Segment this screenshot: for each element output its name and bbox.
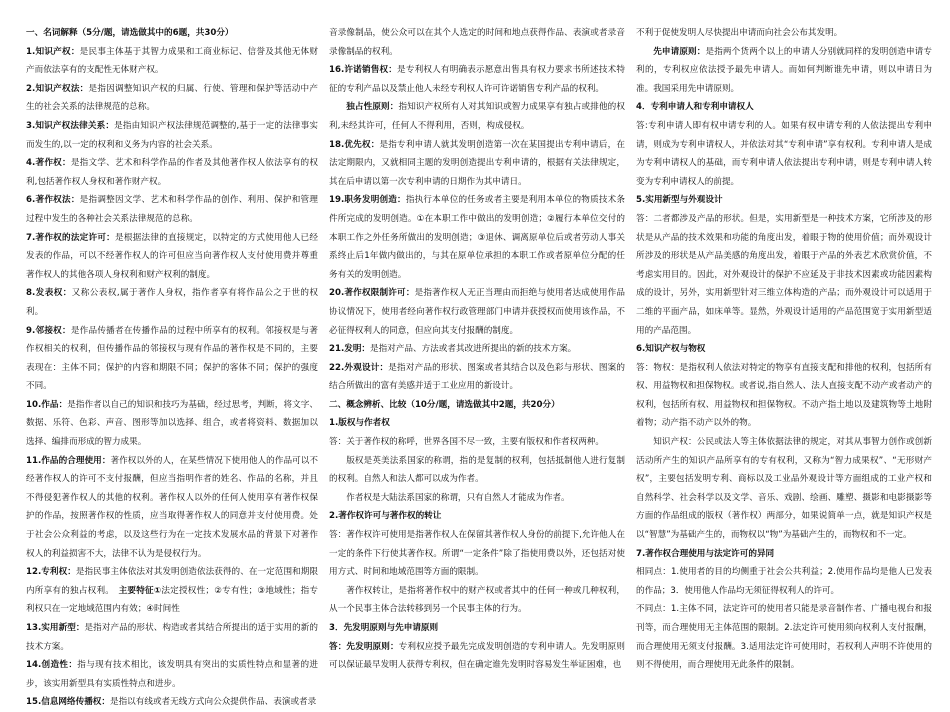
term-label: 9.邻接权：	[26, 325, 71, 336]
paragraph	[329, 582, 625, 619]
paragraph-text: 答：二者都涉及产品的形状。但是，实用新型是一种技术方案，它所涉及的形状是从产品的技术效果和功能的角度出发，着眼于物的使用价值；而外观设计所涉及的形状是从产品美感的角度出发，着眼于产品的外表艺术欣赏价值，不考虑实用目的。因此，对外观设计的保护不应延及于非技术因素或功能因素构成的设计，另外，实用新型针对三维立体构造的产品；而外观设计可以适用于二维的平面产品，如床单等。显然，外观设计适用的产品范围宽于实用新型适用的产品范围。	[636, 213, 932, 336]
term-label: 18.优先权：	[329, 139, 380, 150]
term-label: 20.著作权限制许可：	[329, 288, 415, 299]
paragraph	[26, 229, 318, 285]
paragraph	[26, 191, 318, 228]
heading-text: 3．先发明原则与先申请原则	[329, 623, 439, 633]
paragraph-text: 是民事主体基于其智力成果和工商业标记、信誉及其他无体财产而依法享有的支配性无体财产权。	[26, 46, 318, 76]
paragraph-text: 指与现有技术相比，该发明具有突出的实质性特点和显著的进步，该实用新型具有实质性特点和进步。	[26, 660, 318, 689]
paragraph-text: 指执行本单位的任务或者主要是利用本单位的物质技术条件所完成的发明创造。①在本职工作中做出的发明创造；②履行本单位交付的本职工作之外任务所做出的发明创造；③退休、调离原单位后或者劳动人事关系终止后1年做内做出的，与其在原单位承担的本职工作或者原单位分配的任务有关的发明创造。	[329, 195, 625, 280]
paragraph	[329, 61, 625, 98]
paragraph	[329, 98, 625, 135]
paragraph-text: 指知识产权所有人对其知识或智力成果享有独占或排他的权利,未经其许可，任何人不得利用，否则，构成侵权。	[329, 102, 625, 131]
term-label: 8.发表权：	[26, 288, 72, 299]
term-label: 22.外观设计：	[329, 362, 389, 373]
paragraph	[329, 191, 625, 284]
paragraph-text: 答：著作权许可使用是指著作权人在保留其著作权人身份的前提下,允许他人在一定的条件下行使其著作权。所谓“一定条件”除了指使用费以外，还包括对使用方式、时间和地域范围等方面的限制。	[329, 530, 625, 578]
paragraph	[636, 210, 932, 340]
heading-text: 一、名词解释（5分/题，请选做其中的6题，共30分）	[26, 28, 234, 38]
paragraph	[329, 433, 625, 452]
paragraph	[26, 80, 318, 117]
paragraph-text: 知识产权：公民或法人等主体依据法律的规定，对其从事智力创作或创新活动所产生的知识产品所享有的专有权利，又称为“智力成果权”、“无形财产权”，主要包括发明专利、商标以及工业品外观设计等方面组成的工业产权和自然科学、社会科学以及文学、音乐、戏剧、绘画、雕塑、摄影和电影摄影等方面的作品组成的版权（著作权）两部分，如果说简单一点，就是知识产权是以“智慧”为基础产生的，而物权以“物”为基础产生的，而物权和不一定。	[636, 437, 932, 541]
paragraph	[26, 154, 318, 191]
column-left	[26, 24, 318, 708]
term-label: 独占性原则：	[346, 102, 399, 113]
section-heading	[26, 24, 318, 43]
paragraph	[329, 284, 625, 340]
paragraph	[329, 359, 625, 396]
heading-text: 7.著作权合理使用与法定许可的异同	[636, 548, 775, 559]
paragraph	[329, 489, 625, 508]
heading-text: 5.实用新型与外观设计	[636, 195, 723, 206]
heading-text: 1.版权与作者权	[329, 418, 390, 429]
paragraph-text: 是指两个货两个以上的申请人分别就同样的发明创造申请专利的，专利权应依法授予最先申请人。而如何判断谁先申请，则以申请日为准。我国采用先申请原则。	[636, 46, 932, 94]
paragraph	[636, 24, 932, 43]
paragraph	[26, 117, 318, 154]
paragraph-text: 专利权应授予最先完成发明创造的专利申请人。先发明原则可以保证最早发明人获得专利权，但在确定谁先发明时容易发生举证困难，也	[329, 641, 625, 671]
section-heading	[636, 340, 932, 359]
paragraph	[26, 322, 318, 396]
paragraph-text: 是指调整因文学、艺术和科学作品的创作、利用、保护和管理过程中发生的各种社会关系法律规范的总称。	[26, 195, 318, 224]
paragraph	[329, 136, 625, 192]
term-label: 6.著作权法：	[26, 195, 80, 206]
section-heading	[329, 619, 625, 638]
term-label: 11.作品的合理使用：	[26, 455, 111, 466]
term-label: 4.著作权：	[26, 158, 71, 169]
paragraph	[26, 656, 318, 693]
section-heading	[636, 191, 932, 210]
paragraph-text: 是专利权人有明确表示愿意出售具有权力要求书所述技术特征的专利产品以及禁止他人未经专利权人许可许诺销售专利产品的权利。	[329, 65, 625, 94]
paragraph	[26, 563, 318, 619]
section-heading	[636, 98, 932, 117]
paragraph-text: 是指文学、艺术和科学作品的作者及其他著作权人依法享有的权利,包括著作权人身权和著作财产权。	[26, 158, 318, 187]
term-label: 15.信息网络传播权：	[26, 697, 110, 708]
paragraph	[329, 526, 625, 582]
heading-text: 2.著作权许可与著作权的转让	[329, 511, 442, 522]
term-label: 16.许诺销售权：	[329, 65, 398, 76]
paragraph-text: 又称公表权,属于著作人身权，指作者享有将作品公之于世的权利。	[26, 288, 318, 317]
paragraph	[636, 600, 932, 674]
term-label: 13.实用新型：	[26, 623, 85, 633]
paragraph-text: 是指民事主体依法对其发明创造依法获得的、在一定范围和期限内所享有的独占权利。	[26, 567, 318, 596]
paragraph	[636, 359, 932, 433]
paragraph	[329, 24, 625, 61]
heading-text: 6.知识产权与物权	[636, 344, 706, 355]
paragraph-text: 是作品传播者在传播作品的过程中所享有的权利。邻接权是与著作权相关的权利，但传播作品的邻接权与现有作品的著作权是不同的，主要表现在：主体不同；保护的内容和期限不同；保护的客体不同；保护的强度不同。	[26, 325, 318, 392]
paragraph-text: 不同点：1.主体不同，法定许可的使用者只能是录音制作者、广播电视台和报刊等，而合理使用无主体范围的限制。2.法定许可使用须向权利人支付报酬，而合理使用无须支付报酬。3.适用法定许可使用时，若权利人声明不许使用的则不得使用，而合理使用无此条件的限制。	[636, 604, 932, 671]
paragraph	[636, 563, 932, 600]
paragraph-text: 是指对产品的形状、构造或者其结合所提出的适于实用的新的技术方案。	[26, 623, 318, 652]
paragraph	[329, 340, 625, 359]
paragraph-text: 版权是英美法系国家的称谓，指的是复制的权利，包括抵制他人进行复制的权利。自然人和法人都可以成为作者。	[329, 455, 625, 485]
term-label: 1.知识产权：	[26, 46, 80, 57]
paragraph	[26, 284, 318, 321]
paragraph-text: 法定授权性；②专有性；③地域性；指专利权只在一定地域范围内有效；④时间性	[26, 585, 318, 615]
paragraph-text: 音录像制品，使公众可以在其个人选定的时间和地点获得作品、表演或者录音录像制品的权利。	[329, 28, 625, 57]
paragraph-text: 是指因调整知识产权的归属、行使、管理和保护等活动中产生的社会关系的法律规范的总称。	[26, 83, 318, 113]
paragraph-text: 是指著作权人无正当理由而拒绝与使用者达成使用作品协议情况下，使用者经向著作权行政管理部门申请并获授权而使用该作品，不必征得权利人的同意，但应向其支付报酬的制度。	[329, 288, 625, 336]
column-middle	[329, 24, 625, 670]
paragraph-text: 著作权以外的人，在某些情况下使用他人的作品可以不经著作权人的许可不支付报酬，但应当指明作者的姓名、作品的名称，并且不得侵犯著作权人的其他的权利。著作权人以外的任何人使用享有著作权保护的作品，按照著作权的性质，应当取得著作权人的同意并支付使用费。处于社会公众利益的考虑，以及这些行为在一定技术发展水品的背景下对著作权人的利益损害不大，法律不认为是侵权行为。	[26, 455, 318, 559]
term-label: 2.知识产权法：	[26, 83, 89, 94]
heading-text: 4．专利申请人和专利申请权人	[636, 102, 754, 113]
term-label: 19.职务发明创造：	[329, 195, 406, 206]
paragraph-text: 答:专利申请人即有权申请专利的人。如果有权申请专利的人依法提出专利申请，则成为专利申请权人，并依法对其“专利申请”享有权利。专利申请人是成为专利申请权人的基础，而专利申请人依法提出专利申请，则是专利申请人转变为专利申请权人的前提。	[636, 120, 932, 187]
paragraph-text: 是指作者以自己的知识和技巧为基础，经过思考，判断，将文字、数据、乐符、色彩、声音、图形等加以选择、组合，或者将资料、数据加以选择、编排而形成的智力成果。	[26, 399, 318, 448]
term-label: 21.发明：	[329, 344, 371, 355]
paragraph-text: 是根据法律的直接规定，以特定的方式使用他人已经发表的作品，可以不经著作权人的许可但应当向著作权人支付使用费并尊重著作权人的其他各项人身权利和财产权利的制度。	[26, 232, 318, 280]
paragraph-text: 著作权转让，是指将著作权中的财产权或者其中的任何一种或几种权利，从一个民事主体合法转移到另一个民事主体的行为。	[329, 585, 625, 615]
section-heading	[329, 396, 625, 415]
paragraph-text: 相同点：1.使用者的目的均侧重于社会公共利益；2.使用作品均是他人已发表的作品；3．使用他人作品均无须征得权利人的许可。	[636, 567, 932, 596]
term-label: 3.知识产权法律关系：	[26, 120, 115, 131]
column-right	[636, 24, 932, 670]
paragraph	[636, 433, 932, 545]
paragraph-text: 是指由知识产权法律规范调整的,基于一定的法律事实而发生的,以一定的权利和义务为内容的社会关系。	[26, 120, 318, 150]
term-label: 12.专利权：	[26, 567, 76, 578]
term-label: 14.创造性：	[26, 660, 78, 671]
paragraph	[636, 43, 932, 99]
paragraph	[26, 619, 318, 656]
paragraph	[329, 638, 625, 675]
term-label: 7.著作权的法定许可：	[26, 232, 116, 243]
paragraph-text: 答：物权：是指权利人依法对特定的物享有直接支配和排他的权利，包括所有权、用益物权和担保物权。或者说,指自然人、法人直接支配不动产或者动产的权利，包括所有权、用益物权和担保物权。不动产指土地以及建筑物等土地附着物；动产指不动产以外的物。	[636, 362, 932, 429]
paragraph-text: 是指对产品的形状、图案或者其结合以及色彩与形状、图案的结合所做出的富有美感并适于工业应用的新设计。	[329, 362, 625, 392]
paragraph-text: 是指对产品、方法或者其改进所提出的新的技术方案。	[370, 344, 577, 355]
paragraph-text: 不利于促使发明人尽快提出申请而向社会公布其发明。	[636, 28, 843, 38]
paragraph	[26, 452, 318, 564]
paragraph-text: 答：关于著作权的称呼，世界各国不尽一致，主要有版权和作者权两种。	[329, 437, 605, 448]
paragraph	[26, 693, 318, 712]
section-heading	[636, 545, 932, 564]
section-heading	[329, 414, 625, 433]
term-label: 10.作品：	[26, 399, 68, 410]
heading-text: 二、概念辨析、比较（10分/题，请选做其中2题，共20分）	[329, 399, 560, 410]
paragraph-text: 是指以有线或者无线方式向公众提供作品、表演或者录	[109, 697, 317, 708]
paragraph	[26, 43, 318, 80]
paragraph-text: 是指专利申请人就其发明创造第一次在某国提出专利申请后，在法定期限内，又就相同主题的发明创造提出专利申请的，根据有关法律规定，其在后申请以第一次专利申请的日期作为其申请日。	[329, 139, 625, 187]
paragraph-text: 作者权是大陆法系国家的称谓，只有自然人才能成为作者。	[346, 492, 570, 503]
paragraph	[26, 396, 318, 452]
term-label: 主要特征①	[118, 585, 162, 596]
paragraph	[329, 452, 625, 489]
term-label: 答：先发明原则：	[329, 641, 399, 652]
section-heading	[329, 507, 625, 526]
term-label: 先申请原则：	[653, 46, 706, 57]
paragraph	[636, 117, 932, 191]
